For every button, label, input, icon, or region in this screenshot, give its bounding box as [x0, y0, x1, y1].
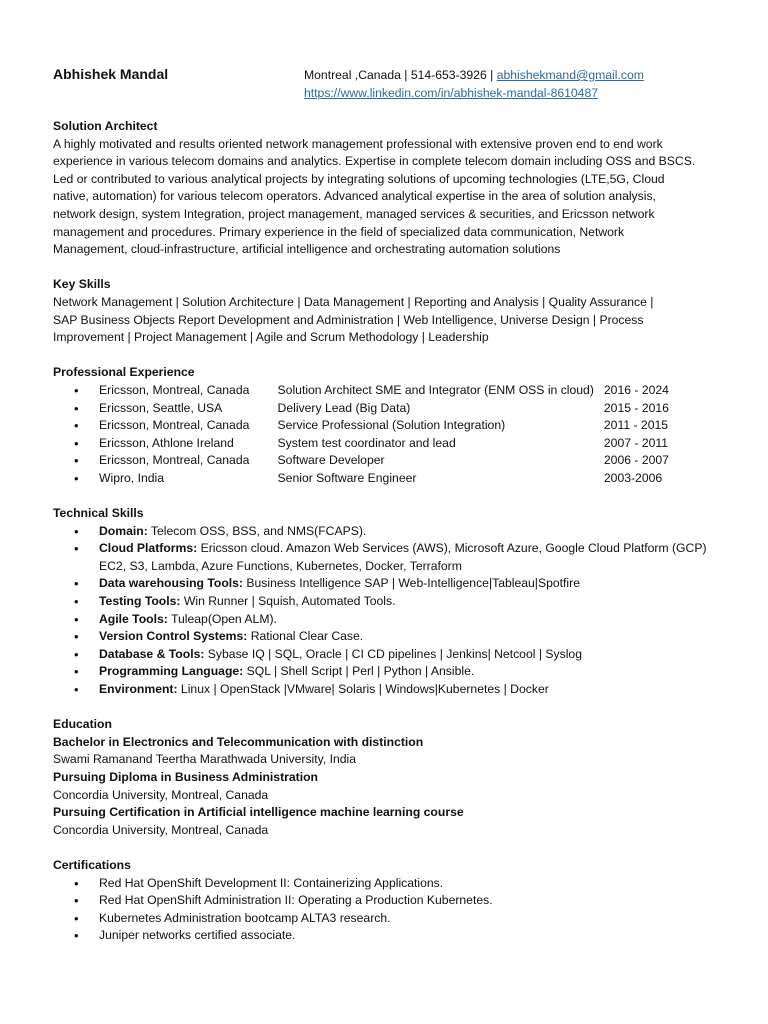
key-skills-section	[53, 276, 713, 346]
skill-item	[53, 681, 713, 699]
experience-years: 2016 - 2024	[603, 382, 669, 397]
experience-role: Delivery Lead (Big Data)	[277, 400, 411, 415]
experience-row	[53, 400, 713, 418]
skill-item	[53, 540, 713, 575]
experience-role: Service Professional (Solution Integration)	[277, 418, 506, 433]
key-skills-title: Key Skills	[53, 277, 111, 292]
key-skills-line: Network Management | Solution Architecture | Data Management | Reporting and Analysis | Quality Assurance |	[53, 294, 654, 309]
skill-item	[53, 593, 713, 611]
summary-line: Led or contributed to various analytical projects by integrating solutions of upcoming technologies (LTE,5G, Cloud	[53, 171, 665, 186]
experience-years: 2015 - 2016	[603, 400, 669, 415]
skill-item	[53, 628, 713, 646]
skill-label: Agile Tools:	[99, 611, 168, 626]
skill-text: Business Intelligence SAP | Web-Intelligence|Tableau|Spotfire	[243, 576, 580, 591]
email-link[interactable]: abhishekmand@gmail.com	[496, 68, 644, 82]
experience-years: 2007 - 2011	[603, 435, 669, 450]
skill-label: Domain:	[99, 523, 148, 538]
separator: |	[404, 68, 408, 82]
summary-line: management and procedures. Primary experience in the field of specialized data communication, Network	[53, 224, 625, 239]
technical-skills-title: Technical Skills	[53, 506, 144, 521]
summary-line: A highly motivated and results oriented network management professional with extensive proven end to end work	[53, 136, 663, 151]
contact-line	[304, 66, 644, 84]
certifications-list	[53, 875, 713, 945]
experience-role: Solution Architect SME and Integrator (ENM OSS in cloud)	[277, 382, 594, 397]
skill-text-continued: EC2, S3, Lambda, Azure Functions, Kubernetes, Docker, Terraform	[99, 558, 462, 573]
separator: |	[490, 68, 494, 82]
certifications-section	[53, 857, 713, 945]
technical-skills-list	[53, 523, 713, 699]
certification-item: • Kubernetes Administration bootcamp ALTA3 research.	[53, 910, 713, 928]
skill-text: Linux | OpenStack |VMware| Solaris | Windows|Kubernetes | Docker	[177, 682, 549, 696]
skill-text: Win Runner | Squish, Automated Tools.	[180, 594, 396, 609]
experience-title: Professional Experience	[53, 365, 195, 380]
skill-text: Sybase IQ | SQL, Oracle | CI CD pipelines | Jenkins| Netcool | Syslog	[204, 646, 582, 661]
certification-item: • Red Hat OpenShift Administration II: Operating a Production Kubernetes.	[53, 892, 713, 910]
experience-row	[53, 435, 713, 453]
experience-company: • Ericsson, Montreal, Canada	[99, 382, 250, 397]
experience-section	[53, 364, 713, 487]
education-school: Concordia University, Montreal, Canada	[53, 787, 269, 802]
education-section	[53, 716, 713, 839]
resume-body	[53, 118, 713, 945]
experience-row	[53, 470, 713, 488]
experience-years: 2011 - 2015	[603, 418, 669, 433]
experience-company: • Ericsson, Montreal, Canada	[99, 453, 250, 468]
skill-label: Data warehousing Tools:	[99, 576, 244, 591]
summary-line: Management, cloud-infrastructure, artificial intelligence and orchestrating automation solutions	[53, 242, 561, 257]
experience-company: • Ericsson, Seattle, USA	[99, 400, 223, 415]
skill-label: Version Control Systems:	[99, 629, 248, 644]
key-skills-line: SAP Business Objects Report Development and Administration | Web Intelligence, Universe Design | Process	[53, 312, 644, 327]
experience-years: 2006 - 2007	[603, 453, 669, 468]
contact-block	[304, 66, 644, 102]
experience-row	[53, 417, 713, 435]
skill-text: Rational Clear Case.	[247, 629, 364, 644]
experience-row	[53, 452, 713, 470]
education-school: Swami Ramanand Teertha Marathwada University, India	[53, 752, 357, 767]
skill-item	[53, 646, 713, 664]
skill-label: Testing Tools:	[99, 594, 181, 609]
education-title: Education	[53, 717, 112, 732]
key-skills-line: Improvement | Project Management | Agile and Scrum Methodology | Leadership	[53, 330, 489, 345]
certifications-title: Certifications	[53, 857, 131, 872]
summary-line: network design, system Integration, project management, managed services & securities, and Ericsson network	[53, 206, 655, 221]
experience-role: Senior Software Engineer	[277, 470, 417, 485]
skill-text: SQL | Shell Script | Perl | Python | Ansible.	[243, 664, 475, 679]
technical-skills-section	[53, 505, 713, 699]
experience-company: • Wipro, India	[99, 470, 165, 485]
education-degree: Pursuing Certification in Artificial intelligence machine learning course	[53, 805, 464, 820]
skill-label: Cloud Platforms:	[99, 541, 198, 556]
skill-text: Tuleap(Open ALM).	[167, 611, 277, 626]
candidate-name: Abhishek Mandal	[53, 66, 169, 82]
summary-section	[53, 118, 713, 259]
experience-company: • Ericsson, Athlone Ireland	[99, 435, 234, 450]
experience-role: Software Developer	[277, 453, 385, 468]
certification-item: • Red Hat OpenShift Development II: Containerizing Applications.	[53, 875, 713, 893]
location: Montreal ,Canada	[304, 68, 401, 82]
skill-item	[53, 611, 713, 629]
education-school: Concordia University, Montreal, Canada	[53, 822, 269, 837]
summary-title: Solution Architect	[53, 119, 158, 133]
linkedin-link[interactable]: https://www.linkedin.com/in/abhishek-mandal-8610487	[304, 86, 599, 100]
skill-label: Programming Language:	[99, 664, 244, 679]
experience-role: System test coordinator and lead	[277, 435, 456, 450]
summary-line: native, automation) for various telecom operators. Advanced analytical expertise in the area of solution analysis,	[53, 189, 656, 204]
skill-text: Ericsson cloud. Amazon Web Services (AWS), Microsoft Azure, Google Cloud Platform (GCP)	[197, 541, 707, 556]
experience-list	[53, 382, 713, 488]
education-degree: Bachelor in Electronics and Telecommunication with distinction	[53, 734, 424, 749]
skill-label: Environment:	[99, 682, 178, 696]
skill-item	[53, 575, 713, 593]
experience-company: • Ericsson, Montreal, Canada	[99, 418, 250, 433]
experience-row	[53, 382, 713, 400]
summary-line: experience in various telecom domains and analytics. Expertise in complete telecom domain including OSS and BSCS.	[53, 154, 696, 169]
skill-text: Telecom OSS, BSS, and NMS(FCAPS).	[147, 523, 367, 538]
skill-item	[53, 523, 713, 541]
phone: 514-653-3926	[410, 68, 487, 82]
education-degree: Pursuing Diploma in Business Administration	[53, 769, 318, 784]
experience-years: 2003-2006	[603, 470, 663, 485]
certification-item: • Juniper networks certified associate.	[53, 927, 713, 945]
skill-label: Database & Tools:	[99, 646, 205, 661]
skill-item	[53, 663, 713, 681]
